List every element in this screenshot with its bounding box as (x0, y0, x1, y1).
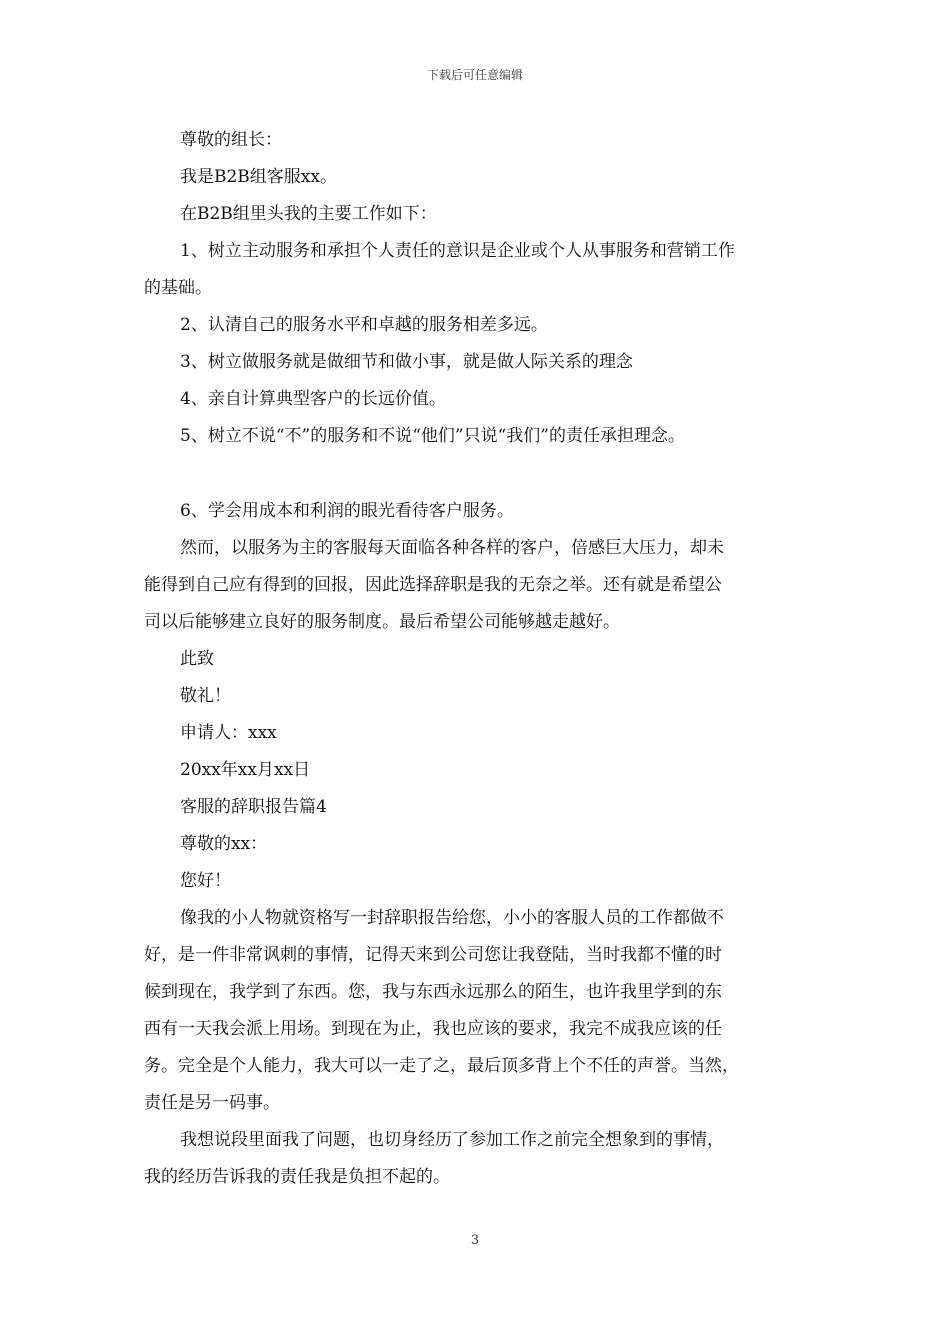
paragraph-line: 我想说段里面我了问题，也切身经历了参加工作之前完全想象到的事情， (180, 1130, 724, 1150)
paragraph-line: 在B2B组里头我的主要工作如下： (180, 204, 437, 224)
list-item-6: 6、学会用成本和利润的眼光看待客户服务。 (180, 501, 514, 521)
paragraph-line: 我是B2B组客服xx。 (180, 167, 337, 187)
applicant-line: 申请人：xxx (180, 723, 277, 743)
salutation: 尊敬的组长： (180, 130, 282, 150)
paragraph-line: 能得到自己应有得到的回报，因此选择辞职是我的无奈之举。还有就是希望公 (144, 575, 722, 595)
paragraph-line: 务。完全是个人能力，我大可以一走了之，最后顶多背上个不任的声誉。当然， (144, 1056, 739, 1076)
list-item-1-continued: 的基础。 (144, 278, 212, 298)
paragraph-line: 责任是另一码事。 (144, 1093, 280, 1113)
page-number: 3 (470, 1233, 480, 1248)
page-header-note: 下载后可任意编辑 (426, 68, 523, 82)
paragraph-line: 西有一天我会派上用场。到现在为止，我也应该的要求，我完不成我应该的任 (144, 1019, 722, 1039)
paragraph-line: 像我的小人物就资格写一封辞职报告给您，小小的客服人员的工作都做不 (180, 908, 724, 928)
list-item-4: 4、亲自计算典型客户的长远价值。 (180, 389, 446, 409)
list-item-1: 1、树立主动服务和承担个人责任的意识是企业或个人从事服务和营销工作 (180, 241, 735, 261)
paragraph-line: 好，是一件非常讽刺的事情，记得天来到公司您让我登陆，当时我都不懂的时 (144, 945, 722, 965)
list-item-5: 5、树立不说“不”的服务和不说“他们”只说“我们”的责任承担理念。 (180, 426, 685, 446)
salutation: 尊敬的xx： (180, 834, 268, 854)
paragraph-line: 我的经历告诉我的责任我是负担不起的。 (144, 1167, 450, 1187)
paragraph-line: 司以后能够建立良好的服务制度。最后希望公司能够越走越好。 (144, 612, 620, 632)
paragraph-line: 候到现在，我学到了东西。您，我与东西永远那么的陌生，也许我里学到的东 (144, 982, 722, 1002)
section-title: 客服的辞职报告篇4 (180, 797, 327, 817)
blank-line (144, 455, 824, 493)
document-body (144, 122, 824, 1196)
closing-line: 敬礼！ (180, 686, 231, 706)
date-line: 20xx年xx月xx日 (180, 760, 311, 780)
paragraph-line: 然而，以服务为主的客服每天面临各种各样的客户，倍感巨大压力，却未 (180, 538, 724, 558)
list-item-2: 2、认清自己的服务水平和卓越的服务相差多远。 (180, 315, 548, 335)
closing-line: 此致 (180, 649, 214, 669)
greeting: 您好！ (180, 871, 231, 891)
list-item-3: 3、树立做服务就是做细节和做小事，就是做人际关系的理念 (180, 352, 633, 372)
